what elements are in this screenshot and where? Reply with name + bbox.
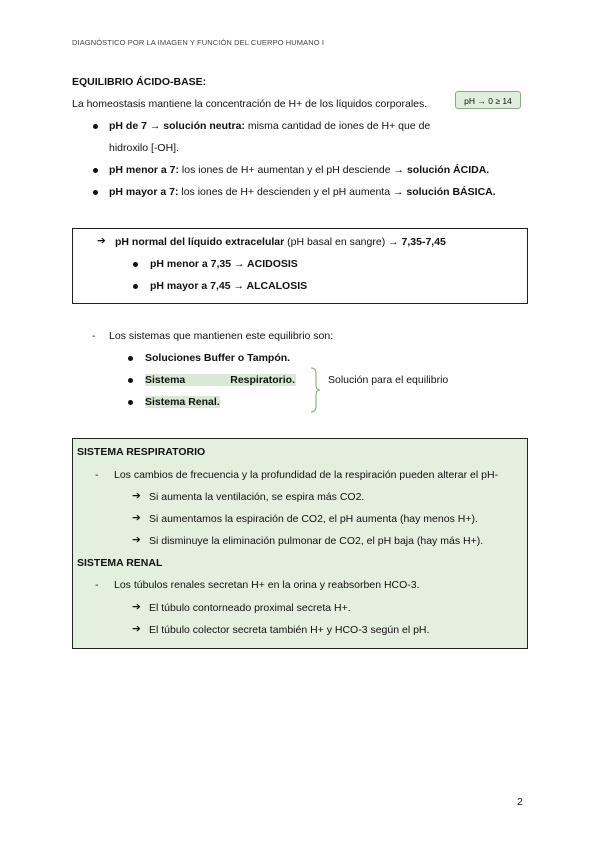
arrow-icon: ➔ [132,623,141,635]
dash-marker: - [92,330,96,342]
renal-intro: Los túbulos renales secretan H+ en la orina y reabsorben HCO-3. [114,579,420,591]
section-title: EQUILIBRIO ÁCIDO-BASE: [72,76,207,88]
arrow-icon: ➔ [132,512,141,524]
renal-item: El túbulo contorneado proximal secreta H+. [149,602,351,614]
resp-item: Si aumenta la ventilación, se espira más CO2. [149,491,365,503]
bullet-dot [128,356,133,361]
curly-brace-icon [310,367,320,413]
resp-title: SISTEMA RESPIRATORIO [77,446,206,458]
arrow-icon: ➔ [132,534,141,546]
bullet-acid: pH menor a 7: los iones de H+ aumentan y el pH desciende → solución ÁCIDA. [109,164,490,176]
resp-intro: Los cambios de frecuencia y la profundidad de la respiración pueden alterar el pH- [114,469,499,481]
ph-range-badge: pH → 0 ≥ 14 [455,91,521,109]
system-buffer: Soluciones Buffer o Tampón. [145,352,291,364]
bullet-dot [93,190,98,195]
bullet-basic: pH mayor a 7: los iones de H+ descienden y el pH aumenta → solución BÁSICA. [109,186,496,198]
renal-item: El túbulo colector secreta también H+ y HCO-3 según el pH. [149,624,430,636]
bullet-dot [128,400,133,405]
arrow-icon: ➔ [97,235,106,247]
arrow-icon: ➔ [132,490,141,502]
acidosis-item: pH menor a 7,35 → ACIDOSIS [150,258,298,270]
page-number: 2 [517,796,523,808]
bullet-dot [128,378,133,383]
intro-text: La homeostasis mantiene la concentración de H+ de los líquidos corporales. [72,98,428,110]
systems-intro: Los sistemas que mantienen este equilibrio son: [109,330,334,342]
arrow-icon: ➔ [132,601,141,613]
dash-marker: - [95,579,99,591]
bullet-neutral: pH de 7 → solución neutra: misma cantidad de iones de H+ que de [109,120,431,132]
renal-title: SISTEMA RENAL [77,557,163,569]
bullet-neutral-cont: hidroxilo [-OH]. [109,142,180,154]
alcalosis-item: pH mayor a 7,45 → ALCALOSIS [150,280,308,292]
bullet-dot [93,124,98,129]
dash-marker: - [95,469,99,481]
bullet-dot [133,262,138,267]
normal-ph-line: pH normal del líquido extracelular (pH basal en sangre) → 7,35-7,45 [115,236,446,248]
running-header: DIAGNÓSTICO POR LA IMAGEN Y FUNCIÓN DEL CUERPO HUMANO I [72,38,325,47]
resp-item: Si disminuye la eliminación pulmonar de CO2, el pH baja (hay más H+). [149,535,484,547]
resp-item: Si aumentamos la espiración de CO2, el pH aumenta (hay menos H+). [149,513,478,525]
system-respiratorio: Sistema Respiratorio. [145,374,295,386]
brace-label: Solución para el equilibrio [328,374,449,386]
bullet-dot [93,168,98,173]
system-renal: Sistema Renal. [145,396,220,408]
bullet-dot [133,284,138,289]
